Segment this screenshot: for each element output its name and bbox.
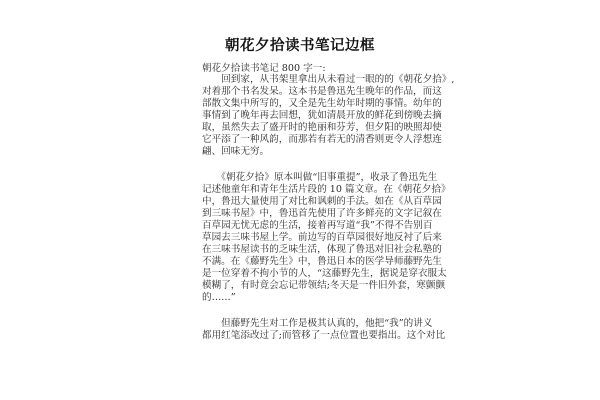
paragraph-2-line-9: 是一位穿着不拘小节的人，“这藤野先生，据说是穿衣服太 <box>202 268 447 279</box>
paragraph-1-line-5: 取，虽然失去了盛开时的艳丽和芬芳，但夕阳的映照却使 <box>202 122 442 133</box>
paragraph-2-line-2: 记述他童年和青年生活片段的 10 篇文章。在《朝花夕拾》 <box>202 184 451 195</box>
paragraph-1-line-7: 翩、回味无穷。 <box>202 146 270 157</box>
paragraph-2-line-8: 不满。在《藤野先生》中，鲁迅日本的医学导师藤野先生 <box>202 256 442 267</box>
document-subtitle: 朝花夕拾读书笔记 800 字一: <box>202 63 326 74</box>
paragraph-3-line-1: 但藤野先生对工作是极其认真的，他把“我”的讲义 <box>202 318 433 329</box>
paragraph-2-line-7: 在三味书屋读书的乏味生活，体现了鲁迅对旧社会私塾的 <box>202 244 442 255</box>
paragraph-1-line-2: 对着那个书名发呆。这本书是鲁迅先生晚年的作品，而这 <box>202 86 442 97</box>
paragraph-2-line-11: 的……” <box>202 292 236 303</box>
paragraph-2-line-1: 《朝花夕拾》原本叫做“旧事重提”，收录了鲁迅先生 <box>202 172 438 183</box>
paragraph-1-line-3: 部散文集中所写的，又全是先生幼年时期的事情。幼年的 <box>202 98 442 109</box>
paragraph-2-line-10: 模糊了，有时竟会忘记带领结;冬天是一件旧外套，寒颤颤 <box>202 280 446 291</box>
document-title: 朝花夕拾读书笔记边框 <box>225 38 375 54</box>
paragraph-3-line-2: 都用红笔添改过了;而管移了一点位置也要指出。这个对比 <box>202 330 446 341</box>
paragraph-1-line-6: 它平添了一种风韵，而那若有若无的清香则更令人浮想连 <box>202 134 442 145</box>
paragraph-2-line-4: 到三味书屋》中，鲁迅首先使用了许多鲜亮的文字记叙在 <box>202 208 442 219</box>
paragraph-1-line-1: 回到家，从书架里拿出从未看过一眼的的《朝花夕拾》, <box>202 74 455 85</box>
paragraph-1-line-4: 事情到了晚年再去回想，犹如清晨开放的鲜花到傍晚去摘 <box>202 110 442 121</box>
paragraph-2-line-6: 草园去三味书屋上学。前边写的百草园很好地反衬了后来 <box>202 232 442 243</box>
paragraph-2-line-5: 百草园无忧无虑的生活，接着再写道“我”不得不告别百 <box>202 220 433 231</box>
paragraph-2-line-3: 中，鲁迅大量使用了对比和讽刺的手法。如在《从百草园 <box>202 196 442 207</box>
